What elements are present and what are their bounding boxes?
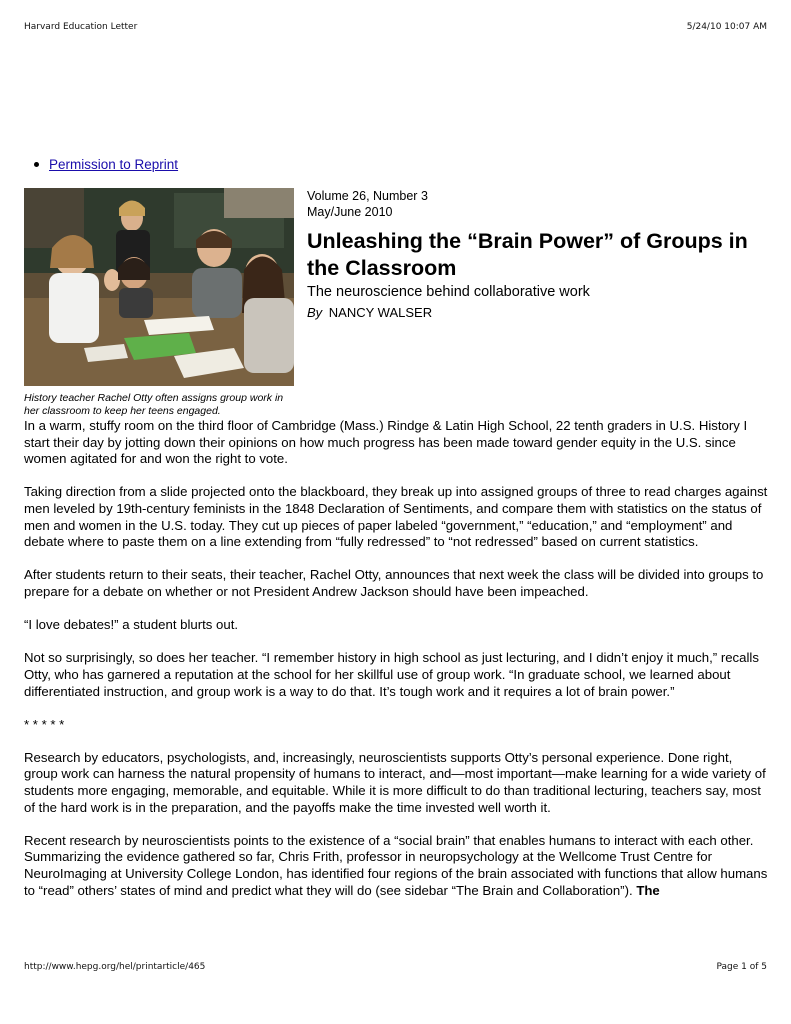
byline xyxy=(307,305,432,320)
issue-date: May/June 2010 xyxy=(307,205,393,219)
classroom-photo-illustration xyxy=(24,188,294,386)
permission-list-item xyxy=(34,157,178,172)
body-paragraph: Research by educators, psychologists, and, increasingly, neuroscientists supports Otty’s personal experience. Done right, group work can harness the natural propensity of humans to interact, and—most important—make learning for a wide variety of students more engaging, memorable, and equitable. While it is more difficult to do than traditional lecturing, teachers say, most of the hard work is in the preparation, and the payoffs make the time invested well worth it. xyxy=(24,749,766,815)
article-title: Unleashing the “Brain Power” of Groups in the Classroom xyxy=(307,229,748,280)
byline-prefix: By xyxy=(307,305,323,320)
author-name: NANCY WALSER xyxy=(328,305,433,320)
print-header-timestamp: 5/24/10 10:07 AM xyxy=(686,22,767,32)
print-header-title: Harvard Education Letter xyxy=(24,22,138,32)
print-footer-page: Page 1 of 5 xyxy=(716,962,767,972)
section-separator: * * * * * xyxy=(24,716,65,732)
body-paragraph: Not so surprisingly, so does her teacher. “I remember history in high school as just lecturing, and I didn’t enjoy it much,” recalls Otty, who has garnered a reputation at the school for her skillful use of group work. “In graduate school, we learned about differentiated instruction, and group work is a way to do that. It’s tough work and it requires a lot of brain power.” xyxy=(24,650,759,699)
body-paragraph: In a warm, stuffy room on the third floor of Cambridge (Mass.) Rindge & Latin High School, 22 tenth graders in U.S. History I start their day by jotting down their opinions on how much progress has been made toward gender equity in the U.S. since women agitated for and won the right to vote. xyxy=(24,418,748,467)
permission-to-reprint-link[interactable]: Permission to Reprint xyxy=(49,157,179,172)
article-subtitle: The neuroscience behind collaborative work xyxy=(307,284,590,300)
article-body xyxy=(24,418,769,899)
bullet-icon xyxy=(34,162,39,167)
body-paragraph-text: Recent research by neuroscientists points to the existence of a “social brain” that enables humans to interact with each other. Summarizing the evidence gathered so far, Chris Frith, professor in neuropsychology at the Wellcome Trust Centre for NeuroImaging at University College London, has identified four regions of the brain associated with functions that allow humans to “read” others’ states of mind and predict what they will do (see sidebar “The Brain and Collaboration”). xyxy=(24,832,768,898)
body-paragraph-final xyxy=(24,833,769,899)
body-paragraph-bold-tail: The xyxy=(636,882,660,898)
print-footer-url: http://www.hepg.org/hel/printarticle/465 xyxy=(24,962,206,972)
body-paragraph: After students return to their seats, their teacher, Rachel Otty, announces that next week the class will be divided into groups to prepare for a debate on whether or not President Andrew Jackson should have been impeached. xyxy=(24,567,764,599)
classroom-photo xyxy=(24,188,294,386)
issue-meta xyxy=(307,188,428,220)
issue-volume: Volume 26, Number 3 xyxy=(307,189,428,203)
photo-caption: History teacher Rachel Otty often assigns group work in her classroom to keep her teens engaged. xyxy=(24,392,284,417)
body-paragraph: “I love debates!” a student blurts out. xyxy=(24,617,239,633)
body-paragraph: Taking direction from a slide projected onto the blackboard, they break up into assigned groups of three to read charges against men leveled by 19th-century feminists in the 1848 Declaration of Sentiments, and compare them with statistics on the status of men and women in the U.S. today. They cut up pieces of paper labeled “government,” “education,” and “employment” and debate where to paste them on a line extending from “fully redressed” to “not redressed” based on current statistics. xyxy=(24,484,768,550)
